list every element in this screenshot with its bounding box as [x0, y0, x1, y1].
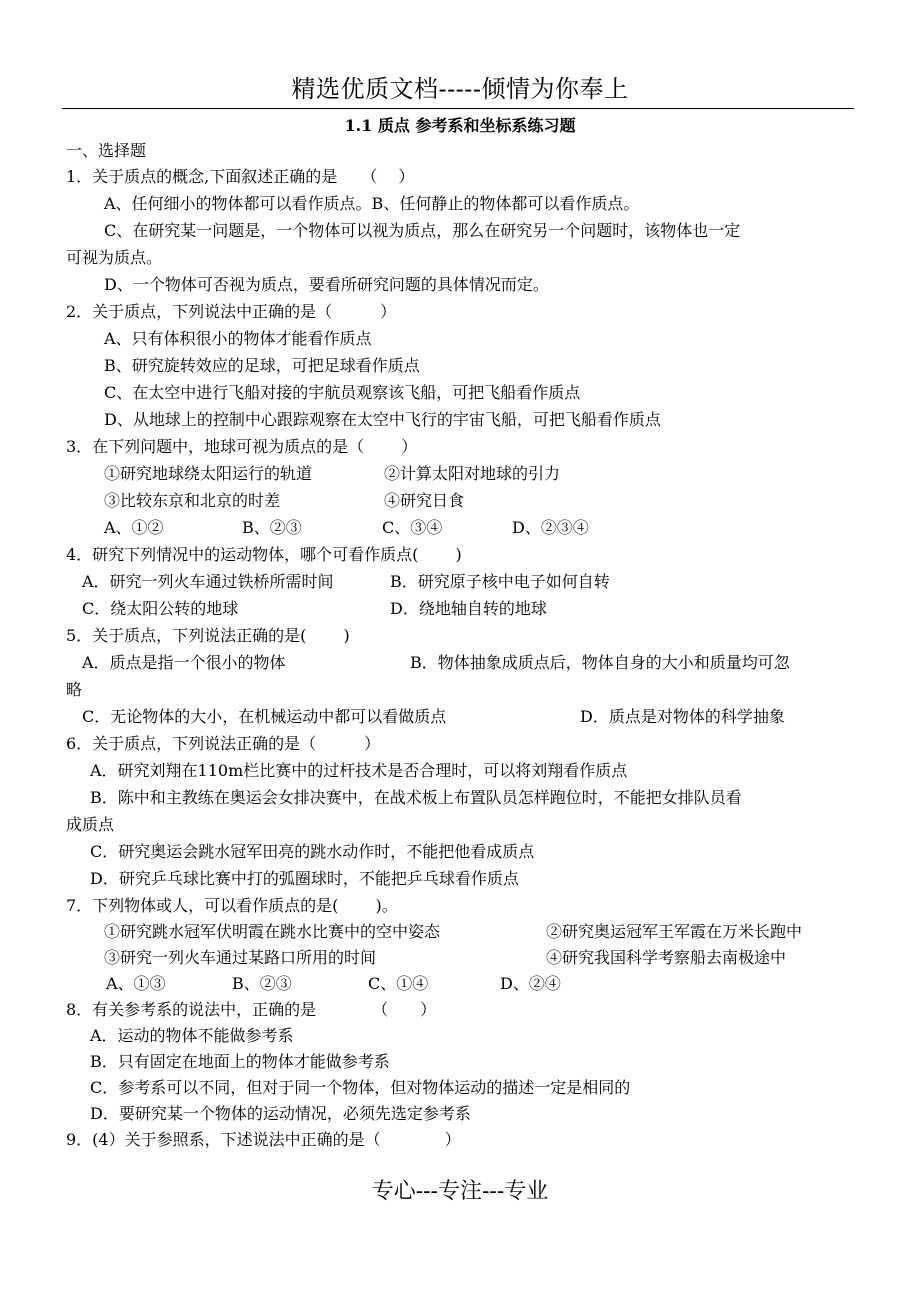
question-6-option-d: D．研究乒乓球比赛中打的弧圈球时，不能把乒乓球看作质点 [90, 869, 519, 888]
question-2-stem: 2．关于质点，下列说法中正确的是（ ） [66, 302, 397, 321]
question-7-item-2: ②研究奥运冠军王军霞在万米长跑中 [546, 922, 803, 941]
question-5-option-b-cont: 略 [66, 680, 83, 699]
question-3-option-a: A、①② [104, 518, 164, 537]
question-1-option-c: C、在研究某一问题是，一个物体可以视为质点，那么在研究另一个问题时，该物体也一定 [104, 221, 741, 240]
question-7-option-d: D、②④ [500, 974, 561, 993]
question-3-option-c: C、③④ [382, 518, 443, 537]
question-7-stem: 7．下列物体或人，可以看作质点的是( )。 [66, 896, 398, 915]
question-8-option-c: C．参考系可以不同，但对于同一个物体，但对物体运动的描述一定是相同的 [90, 1078, 631, 1097]
question-2-option-c: C、在太空中进行飞船对接的宇航员观察该飞船，可把飞船看作质点 [104, 383, 581, 402]
page-footer: 专心---专注---专业 [371, 1179, 549, 1204]
question-2-option-b: B、研究旋转效应的足球，可把足球看作质点 [104, 356, 420, 375]
question-4-stem: 4．研究下列情况中的运动物体，哪个可看作质点( ) [66, 545, 462, 564]
question-4-option-c: C．绕太阳公转的地球 [82, 599, 239, 618]
question-3-option-d: D、②③④ [512, 518, 589, 537]
question-3-stem: 3．在下列问题中，地球可视为质点的是（ ） [66, 437, 418, 456]
question-3-item-2: ②计算太阳对地球的引力 [384, 464, 561, 483]
question-5-option-d: D．质点是对物体的科学抽象 [580, 707, 785, 726]
question-8-option-b: B．只有固定在地面上的物体才能做参考系 [90, 1052, 390, 1071]
question-7-option-c: C、①④ [368, 974, 429, 993]
document-title: 1.1 质点 参考系和坐标系练习题 [344, 116, 576, 135]
question-1-options-ab: A、任何细小的物体都可以看作质点。B、任何静止的物体都可以看作质点。 [104, 194, 640, 213]
question-5-option-a: A．质点是指一个很小的物体 [82, 653, 286, 672]
question-6-option-b-cont: 成质点 [66, 815, 115, 834]
question-6-option-b: B．陈中和主教练在奥运会女排决赛中，在战术板上布置队员怎样跑位时，不能把女排队员看 [90, 788, 742, 807]
question-7-item-4: ④研究我国科学考察船去南极途中 [546, 948, 787, 967]
question-3-option-b: B、②③ [242, 518, 302, 537]
page-header: 精选优质文档-----倾情为你奉上 [291, 75, 629, 103]
question-4-option-a: A．研究一列火车通过铁桥所需时间 [82, 572, 334, 591]
question-7-option-b: B、②③ [232, 974, 292, 993]
question-8-stem: 8．有关参考系的说法中，正确的是 （ ） [66, 1000, 437, 1019]
question-2-option-d: D、从地球上的控制中心跟踪观察在太空中飞行的宇宙飞船，可把飞船看作质点 [104, 410, 661, 429]
question-3-item-1: ①研究地球绕太阳运行的轨道 [104, 464, 313, 483]
question-4-option-b: B．研究原子核中电子如何自转 [390, 572, 610, 591]
question-3-item-4: ④研究日食 [384, 491, 465, 510]
question-7-item-1: ①研究跳水冠军伏明霞在跳水比赛中的空中姿态 [104, 922, 441, 941]
question-5-option-b: B．物体抽象成质点后，物体自身的大小和质量均可忽 [410, 653, 790, 672]
question-4-option-d: D．绕地轴自转的地球 [390, 599, 547, 618]
question-5-option-c: C．无论物体的大小，在机械运动中都可以看做质点 [82, 707, 447, 726]
question-1-option-c-cont: 可视为质点。 [66, 248, 163, 267]
question-2-option-a: A、只有体积很小的物体才能看作质点 [104, 329, 372, 348]
question-7-item-3: ③研究一列火车通过某路口所用的时间 [104, 948, 377, 967]
question-1-stem: 1．关于质点的概念,下面叙述正确的是 （ ） [66, 167, 415, 186]
header-divider [62, 108, 854, 109]
question-5-stem: 5．关于质点，下列说法正确的是( ) [66, 626, 350, 645]
question-3-item-3: ③比较东京和北京的时差 [104, 491, 281, 510]
question-8-option-d: D．要研究某一个物体的运动情况，必须先选定参考系 [90, 1104, 471, 1123]
section-heading: 一、选择题 [66, 141, 147, 160]
question-7-option-a: A、①③ [106, 974, 166, 993]
question-6-option-a: A．研究刘翔在110m栏比赛中的过杆技术是否合理时，可以将刘翔看作质点 [90, 761, 628, 780]
question-9-stem: 9．(4）关于参照系，下述说法中正确的是（ ） [66, 1130, 461, 1149]
question-6-option-c: C．研究奥运会跳水冠军田亮的跳水动作时，不能把他看成质点 [90, 842, 535, 861]
question-6-stem: 6．关于质点，下列说法正确的是（ ） [66, 734, 381, 753]
question-1-option-d: D、一个物体可否视为质点，要看所研究问题的具体情况而定。 [104, 275, 549, 294]
question-8-option-a: A．运动的物体不能做参考系 [90, 1026, 294, 1045]
